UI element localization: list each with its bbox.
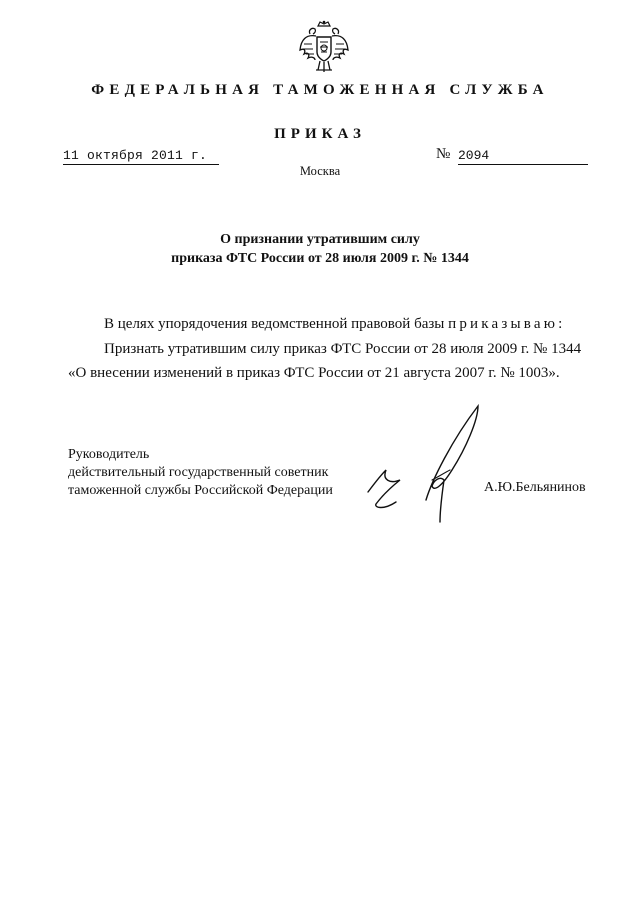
signatory-title-line-3: таможенной службы Российской Федерации <box>68 483 333 498</box>
title-line-2: приказа ФТС России от 28 июля 2009 г. № 1344 <box>171 251 469 266</box>
body-paragraph-2: Признать утратившим силу приказ ФТС России от 28 июля 2009 г. № 1344 <box>104 341 582 357</box>
signatory-title-line-2: действительный государственный советник <box>68 465 329 480</box>
handwritten-signature-icon <box>360 400 490 525</box>
agency-name: ФЕДЕРАЛЬНАЯ ТАМОЖЕННАЯ СЛУЖБА <box>91 82 549 98</box>
body-paragraph-1-text: В целях упорядочения ведомственной правовой базы <box>104 316 449 332</box>
signatory-title <box>68 446 333 500</box>
signatory-title-line-1: Руководитель <box>68 447 150 462</box>
emblem-icon <box>298 20 350 78</box>
body-paragraph-3: «О внесении изменений в приказ ФТС России от 21 августа 2007 г. № 1003». <box>68 365 560 381</box>
title-line-1: О признании утратившим силу <box>220 232 420 247</box>
order-city: Москва <box>299 164 341 178</box>
order-number: 2094 <box>458 148 588 165</box>
signer-name: А.Ю.Бельянинов <box>484 480 586 495</box>
order-directive: приказываю: <box>448 316 566 332</box>
body-paragraph-1 <box>104 312 566 336</box>
document-title <box>0 230 640 268</box>
order-number-label: № <box>436 146 451 162</box>
document-type: ПРИКАЗ <box>274 126 366 142</box>
order-date: 11 октября 2011 г. <box>63 148 219 165</box>
